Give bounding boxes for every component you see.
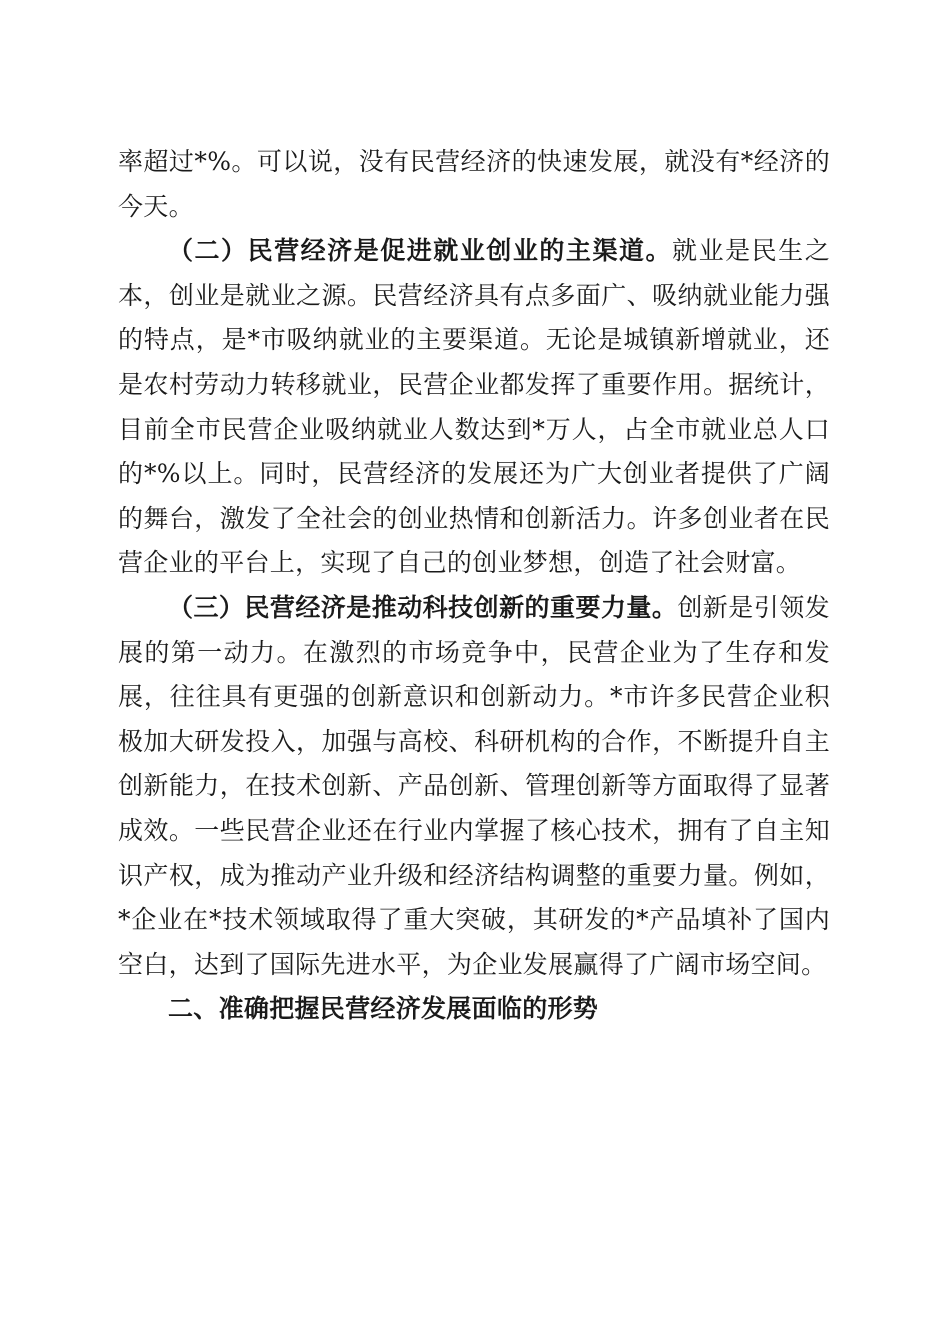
paragraph-lead-heading: （三）民营经济是推动科技创新的重要力量。 [168,592,678,622]
paragraph-continuation [118,140,830,229]
paragraph-employment [118,229,830,586]
paragraph-lead-heading: （二）民营经济是促进就业创业的主渠道。 [168,236,673,266]
paragraph-text: 创新是引领发展的第一动力。在激烈的市场竞争中，民营企业为了生存和发展，往往具有更强的创新意识和创新动力。*市许多民营企业积极加大研发投入，加强与高校、科研机构的合作，不断提升自主创新能力，在技术创新、产品创新、管理创新等方面取得了显著成效。一些民营企业还在行业内掌握了核心技术，拥有了自主知识产权，成为推动产业升级和经济结构调整的重要力量。例如，*企业在*技术领域取得了重大突破，其研发的*产品填补了国内空白，达到了国际先进水平，为企业发展赢得了广阔市场空间。 [118,592,830,979]
section-heading: 二、准确把握民营经济发展面临的形势 [168,994,599,1024]
document-page [118,140,830,1032]
paragraph-text: 率超过*%。可以说，没有民营经济的快速发展，就没有*经济的今天。 [118,147,830,221]
paragraph-innovation [118,586,830,987]
paragraph-text: 就业是民生之本，创业是就业之源。民营经济具有点多面广、吸纳就业能力强的特点，是*市吸纳就业的主要渠道。无论是城镇新增就业，还是农村劳动力转移就业，民营企业都发挥了重要作用。据统计，目前全市民营企业吸纳就业人数达到*万人，占全市就业总人口的*%以上。同时，民营经济的发展还为广大创业者提供了广阔的舞台，激发了全社会的创业热情和创新活力。许多创业者在民营企业的平台上，实现了自己的创业梦想，创造了社会财富。 [118,236,830,578]
